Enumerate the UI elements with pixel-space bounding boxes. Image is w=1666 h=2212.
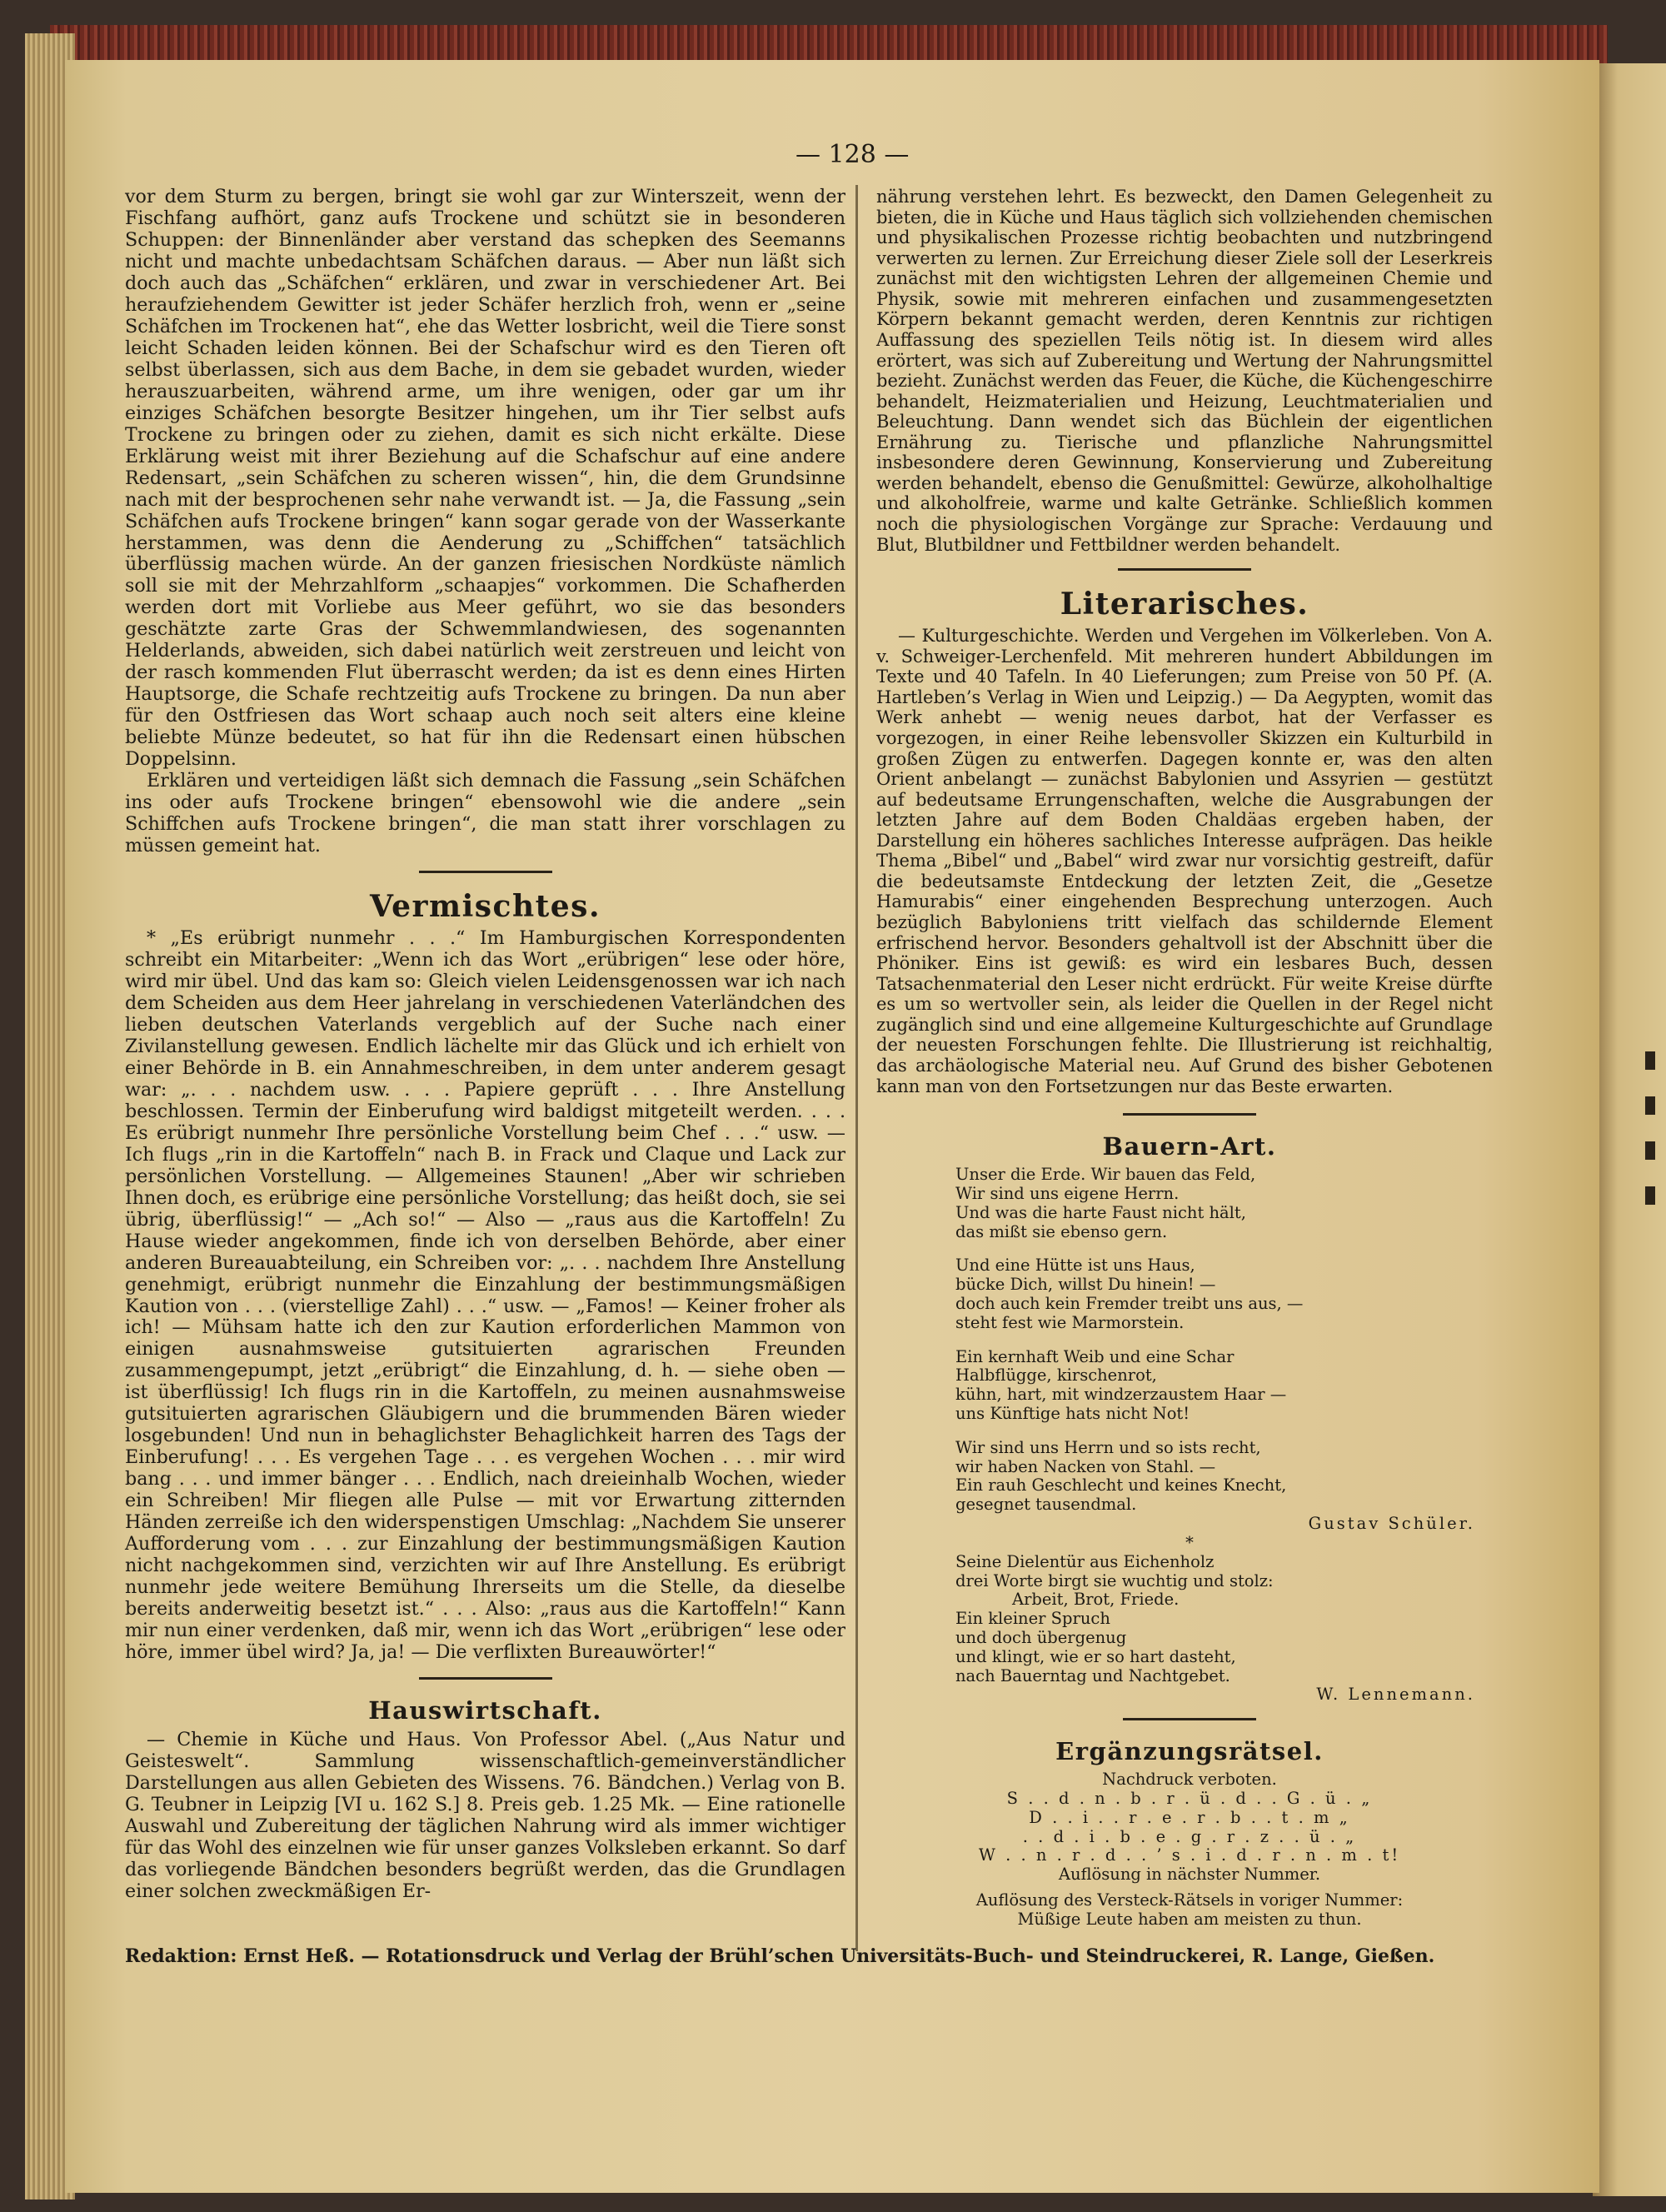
poem-line: nach Bauerntag und Nachtgebet. [955, 1665, 1230, 1685]
poem-line: Wir sind uns Herrn und so ists recht, [955, 1437, 1261, 1457]
poem-line: Unser die Erde. Wir bauen das Feld, [955, 1165, 1256, 1185]
poem-line: Wir sind uns eigene Herrn. [955, 1183, 1180, 1203]
section-heading-bauern-art: Bauern-Art. [1102, 1132, 1277, 1161]
facing-page-mark [1645, 1096, 1655, 1115]
vermischtes-article: * „Es erübrigt nunmehr . . .“ Im Hamburgischen Korrespondenten schreibt ein Mitarbeiter: „Wenn ich das Wort „erübrigen“ lese oder höre, wird mir übel. Und das kam so: Gleich vielen Leidensgenossen war ich nach dem Scheiden aus dem Heer jahrelang in verschiedenen Vaterländchen des lieben deutschen Vaterlands vergeblich auf der Suche nach einer Zivilanstellung gewesen. Endlich lächelte mir das Glück und ich erhielt von einer Behörde in B. ein Annahmeschreiben, in dem unter anderem gesagt war: „. . . nachdem usw. . . . Papiere geprüft . . . Ihre Anstellung beschlossen. Termin der Einberufung wird baldigst mitgeteilt werden. . . . Es erübrigt nunmehr Ihre persönliche Vorstellung beim Chef . . .“ usw. — Ich flugs „rin in die Kartoffeln“ nach B. in Frack und Claque und Lack zur persönlichen Vorstellung. — Allgemeines Staunen! „Aber wir schrieben Ihnen doch, es erübrige eine persönliche Vorstellung; das heißt doch, sie sei übrig, überflüssig!“ — „Ach so!“ — Also — „raus aus die Kartoffeln! Zu Hause wieder angekommen, finde ich von derselben Behörde, aber einer anderen Bureauabteilung, ein Schreiben vor: „. . . nachdem Ihre Anstellung genehmigt, erübrigt nunmehr die Einzahlung der bestimmungsmäßigen Kaution von . . . (vierstellige Zahl) . . .“ usw. — „Famos! — Keiner froher als ich! — Mühsam hatte ich den zur Kaution erforderlichen Mammon von einigen ausnahmsweise gutsituierten agrarischen Freunden zusammengepumpt, jetzt „erübrigt“ die Einzahlung, d. h. — siehe oben — ist überflüssig! Ich flugs rin in die Kartoffeln, zu meinen ausnahmsweise gutsituierten agrarischen Gläubigern und die brummenden Bären wieder losgebunden! Und nun in behaglichster Behaglichkeit harren des Tags der Einberufung! . . . Es vergehen Tage . . . es vergehen Wochen . . . mir wird bang . . . und immer bänger . . . Endlich, nach dreieinhalb Wochen, wieder ein Schreiben! Mir fliegen alle Pulse — mit vor Erwartung zitternden Händen zerreiße ich den widerspenstigen Umschlag: „Nachdem Sie unserer Aufforderung vom . . . zur Einzahlung der bestimmungsmäßigen Kaution nicht nachgekommen sind, verzichten wir auf Ihre Anstellung. Es erübrigt nunmehr jede weitere Bemühung Ihrerseits um die Stelle, da dieselbe bereits anderweitig besetzt ist.“ . . . Also: „raus aus die Kartoffeln!“ Kann mir nun einer verdenken, daß mir, wenn ich das Wort „erübrigen“ lese oder höre, immer übel wird? Ja, ja! — Die verflixten Bureauwörter!“ [125, 927, 845, 1663]
poem-line: Ein kleiner Spruch [955, 1609, 1110, 1629]
literarisches-article: — Kulturgeschichte. Werden und Vergehen im Völkerleben. Von A. v. Schweiger-Lerchenfeld. Mit mehreren hundert Abbildungen im Texte und 40 Tafeln. In 40 Lieferungen; zum Preise von 50 Pf. (A. Hartleben’s Verlag in Wien und Leipzig.) — Da Aegypten, womit das Werk anhebt — wenig neues darbot, hat der Verfasser es vorgezogen, in einer Reihe lebensvoller Skizzen ein Kulturbild in großen Zügen zu entwerfen. Dagegen konnte er, was den alten Orient anbelangt — zunächst Babylonien und Assyrien — gestützt auf bedeutsame Errungenschaften, welche die Ausgrabungen der letzten Jahre auf dem Boden Chaldäas ergeben haben, der Darstellung ein höheres sachliches Interesse aufprägen. Das heikle Thema „Bibel“ und „Babel“ wird zwar nur vorsichtig gestreift, dafür die bedeutsamste Entdeckung der letzten Zeit, die „Gesetze Hamurabis“ einer eingehenden Besprechung unterzogen. Auch bezüglich Babyloniens tritt vielfach das schildernde Element erfrischend hervor. Besonders gehaltvoll ist der Abschnitt über die Phöniker. Eins ist gewiß: es wird ein lesbares Buch, dessen Tatsachenmaterial den Leser nicht erdrückt. Für weite Kreise dürfte es um so wertvoller sein, als leider die Quellen in der Regel nicht zugänglich sind und eine allgemeine Kulturgeschichte auf Grundlage der neuesten Forschungen fehlte. Die Illustrierung ist reichhaltig, das archäologische Material neu. Auf Grund des bisher Gebotenen kann man von den Fortsetzungen nur das Beste erwarten. [876, 626, 1493, 1096]
poem-line: das mißt sie ebenso gern. [955, 1221, 1168, 1241]
hauswirtschaft-article: — Chemie in Küche und Haus. Von Professor Abel. („Aus Natur und Geisteswelt“. Sammlung wissenschaftlich-gemeinverständlicher Darstellungen aus allen Gebieten des Wissens. 76. Bändchen.) Verlag von B. G. Teubner in Leipzig [VI u. 162 S.] 8. Preis geb. 1.25 Mk. — Eine rationelle Auswahl und Zubereitung der täglichen Nahrung wird als immer wichtiger für das Wohl des einzelnen wie für unser ganzes Volksleben erkannt. So darf das vorliegende Bändchen besonders begrüßt werden, das die Grundlagen einer solchen zweckmäßigen Er- [125, 1728, 845, 1902]
article-continuation: vor dem Sturm zu bergen, bringt sie wohl gar zur Winterszeit, wenn der Fischfang aufhört, ganz aufs Trockene und schützt sie in besonderen Schuppen: der Binnenländer aber verstand das schepken des Seemanns nicht und machte unbedachtsam Schäfchen daraus. — Aber nun läßt sich doch auch das „Schäfchen“ erklären, und zwar in verschiedener Art. Bei heraufziehendem Gewitter ist jeder Schäfer herzlich froh, wenn er „seine Schäfchen im Trockenen hat“, ehe das Wetter losbricht, weil die Tiere sonst leicht Schaden leiden können. Bei der Schafschur wird es den Tieren oft selbst überlassen, sich aus dem Bache, in dem sie gebadet wurden, wieder herauszuarbeiten, während arme, um ihre wenigen, oder gar um ihr einziges Schäfchen besorgte Besitzer hingehen, um ihr Tier selbst aufs Trockene zu bringen oder zu ziehen, damit es sich nicht erkälte. Diese Erklärung weist mit ihrer Beziehung auf die Schafschur auf eine andere Redensart, „sein Schäfchen zu scheren wissen“, hin, die dem Grundsinne nach mit der besprochenen sehr nahe verwandt ist. — Ja, die Fassung „sein Schäfchen aufs Trockene bringen“ kann sogar gerade von der Wasserkante herstammen, was denn die Aenderung zu „Schiffchen“ tatsächlich überflüssig machen würde. An der ganzen friesischen Nordküste nämlich soll sie mit der Mehrzahlform „schaapjes“ vorkommen. Die Schafherden werden dort mit Vorliebe aus Meer geführt, wo sie das besonders geschätzte zarte Gras der Schwemmlandwiesen, des sogenannten Helderlands, abweiden, sich dabei natürlich weit zerstreuen und leicht von der rasch kommenden Flut überrascht werden; da ist es denn eines Hirten Hauptsorge, die Schafe rechtzeitig aufs Trockene zu bringen. Da nun aber für den Ostfriesen das Wort schaap auch noch seit alters eine kleine beliebte Münze bedeutet, so hat für ihn die Redensart einen hübschen Doppelsinn. [125, 186, 845, 771]
section-rule [1123, 1718, 1256, 1720]
raetsel-solution-note: Auflösung in nächster Nummer. [1058, 1865, 1321, 1885]
raetsel-line: . . d . i . b . e . g . r . z . . ü . „ [1022, 1826, 1357, 1846]
poem-line: uns Künftige hats nicht Not! [955, 1404, 1190, 1423]
poem-line: steht fest wie Marmorstein. [955, 1312, 1185, 1332]
poem-line: gesegnet tausendmal. [955, 1495, 1137, 1515]
poem-line: kühn, hart, mit windzerzaustem Haar — [955, 1385, 1287, 1405]
article-continuation: nährung verstehen lehrt. Es bezweckt, den Damen Gelegenheit zu bieten, die in Küche und Haus täglich sich vollziehenden chemischen und physikalischen Prozesse richtig beobachten und nutzbringend verwerten zu lernen. Zur Erreichung dieser Ziele soll der Leserkreis zunächst mit den wichtigsten Lehren der allgemeinen Chemie und Physik, sowie mit mehreren einfachen und zusammengesetzten Körpern bekannt gemacht werden, deren Kenntnis zur richtigen Auffassung des speziellen Teils nötig ist. In diesem wird alles erörtert, was sich auf Zubereitung und Wertung der Nahrungsmittel bezieht. Zunächst werden das Feuer, die Küche, die Küchengeschirre behandelt, Heizmaterialien und Heizung, Leuchtmaterialien und Beleuchtung. Dann wendet sich das Büchlein der eigentlichen Ernährung zu. Tierische und pflanzliche Nahrungsmittel insbesondere deren Gewinnung, Konservierung und Zubereitung werden behandelt, ebenso die Genußmittel: Gewürze, alkoholhaltige und alkoholfreie, warme und kalte Getränke. Schließlich kommen noch die physiologischen Vorgänge zur Sprache: Verdauung und Blut, Blutbildner und Fettbildner werden behandelt. [876, 187, 1493, 555]
raetsel-line: S . . d . n . b . r . ü . d . . G . ü . „ [1006, 1789, 1373, 1808]
poem-line: bücke Dich, willst Du hinein! — [955, 1275, 1216, 1295]
poem-bauern-art [887, 1166, 1492, 1515]
section-heading-raetsel: Ergänzungsrätsel. [1055, 1737, 1324, 1766]
poem-line: doch auch kein Fremder treibt uns aus, — [955, 1293, 1304, 1313]
poem-line: und klingt, wie er so hart dasteht, [955, 1646, 1236, 1666]
raetsel-line: D . . i . . r . e . r . b . . t . m „ [1029, 1807, 1350, 1827]
poem-line: und doch übergenug [955, 1627, 1127, 1647]
poem-author: Gustav Schüler. [1308, 1514, 1475, 1534]
facing-page-edge [1593, 63, 1666, 2196]
poem-line: Seine Dielentür aus Eichenholz [955, 1551, 1215, 1571]
poem-separator-star: * [1185, 1532, 1194, 1552]
poem-line: Und was die harte Faust nicht hält, [955, 1202, 1246, 1222]
previous-solution: Müßige Leute haben am meisten zu thun. [1017, 1909, 1362, 1929]
facing-page-mark [1645, 1051, 1655, 1070]
poem-line: Ein kernhaft Weib und eine Schar [955, 1346, 1235, 1366]
facing-page-mark [1645, 1186, 1655, 1205]
column-divider [855, 185, 858, 1951]
page-number: — 128 — [796, 140, 910, 169]
poem-author: W. Lennemann. [1316, 1685, 1475, 1705]
page-footer-imprint: Redaktion: Ernst Heß. — Rotationsdruck und Verlag der Brühl’schen Universitäts-Buch- und Steindruckerei, R. Lange, Gießen. [125, 1945, 1435, 1967]
section-heading-hauswirtschaft: Hauswirtschaft. [368, 1695, 602, 1725]
section-heading-literarisches: Literarisches. [1060, 587, 1309, 622]
section-rule [419, 871, 552, 873]
poem-line: Arbeit, Brot, Friede. [1012, 1590, 1180, 1610]
section-rule [419, 1677, 552, 1680]
poem-line: Und eine Hütte ist uns Haus, [955, 1256, 1195, 1276]
poem-dielentuer [887, 1553, 1492, 1686]
poem-line: Ein rauh Geschlecht und keines Knecht, [955, 1475, 1287, 1495]
previous-solution-label: Auflösung des Versteck-Rätsels in voriger Nummer: [975, 1890, 1404, 1910]
raetsel-note: Nachdruck verboten. [1102, 1770, 1277, 1790]
poem-line: wir haben Nacken von Stahl. — [955, 1456, 1216, 1476]
poem-line: drei Worte birgt sie wuchtig und stolz: [955, 1570, 1274, 1590]
right-column [876, 187, 1493, 1096]
facing-page-mark [1645, 1141, 1655, 1160]
section-rule [1118, 568, 1251, 571]
raetsel-line: W . . n . r . d . . ’ s . i . d . r . n . m . t! [978, 1845, 1401, 1865]
right-column-poems [887, 1100, 1492, 1930]
poem-line: Halbflügge, kirschenrot, [955, 1366, 1157, 1386]
section-rule [1123, 1113, 1256, 1116]
article-paragraph: Erklären und verteidigen läßt sich demnach die Fassung „sein Schäfchen ins oder aufs Trockene bringen“ ebensowohl wie die andere „sein Schiffchen aufs Trockene bringen“, die man statt ihrer vorschlagen zu müssen gemeint hat. [125, 770, 845, 857]
section-heading-vermischtes: Vermischtes. [370, 889, 601, 925]
left-column [125, 187, 845, 1903]
